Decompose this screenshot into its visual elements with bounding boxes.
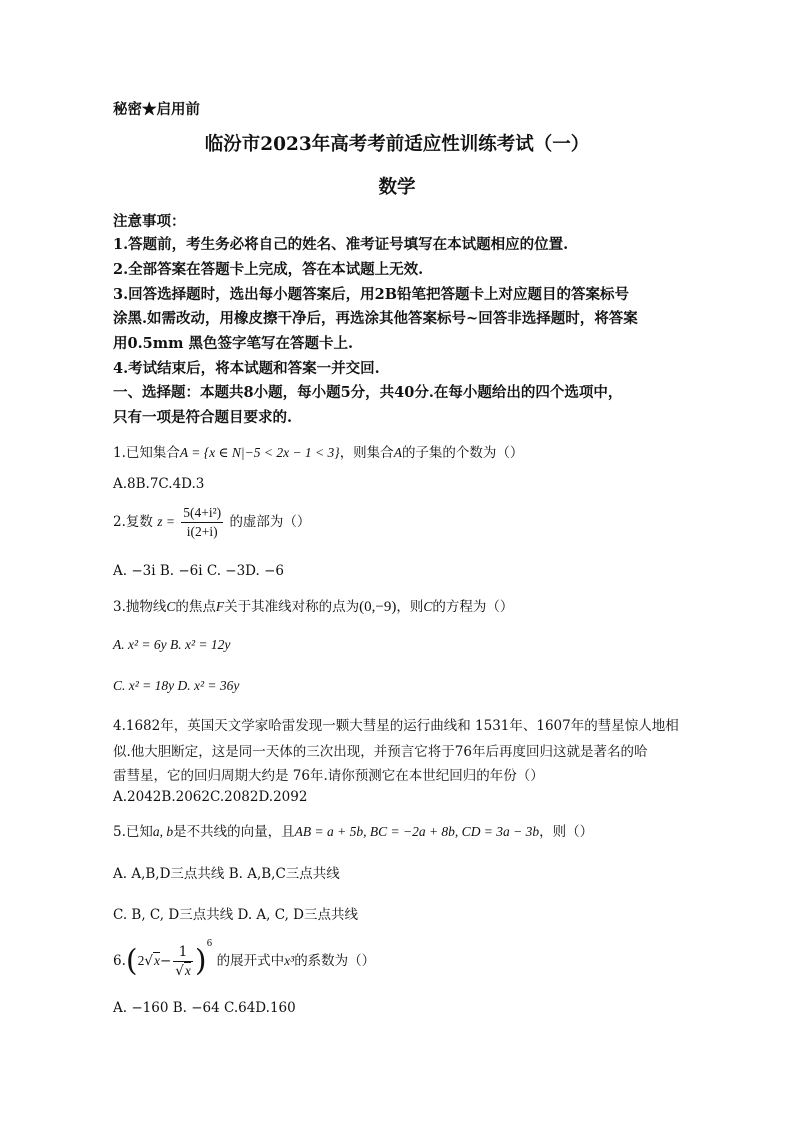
q6-post2: 的系数为（）	[294, 953, 376, 969]
q3-mid1: 的焦点	[175, 599, 216, 615]
q6-fraction	[173, 944, 193, 979]
q3-point: (0,−9)	[359, 599, 397, 615]
q3-c1: C	[166, 599, 176, 614]
q5-equations: AB = a + 5b, BC = −2a + 8b, CD = 3a − 3b	[294, 824, 540, 839]
q6-minus: −	[159, 953, 172, 969]
question-5-options-ab: A. A,B,D三点共线 B. A,B,C三点共线	[113, 866, 340, 882]
q5-pre: 5.已知	[113, 824, 153, 840]
q6-x1: x	[153, 953, 160, 968]
q2-post: 的虚部为（）	[229, 514, 311, 530]
q6-left-paren: (	[125, 943, 138, 979]
q3-mid3: ，则	[396, 599, 424, 615]
question-3-options-cd: C. x² = 18y D. x² = 36y	[113, 678, 240, 693]
q3-pre: 3.抛物线	[113, 599, 167, 615]
q5-post: ，则（）	[539, 824, 594, 840]
note-1: 1.答题前，考生务必将自己的姓名、准考证号填写在本试题相应的位置.	[113, 236, 569, 253]
secret-label: 秘密★启用前	[113, 101, 200, 118]
q3-mid2: 关于其准线对称的点为	[224, 599, 360, 615]
q3-c2: C	[423, 599, 433, 614]
q1-pre: 1.已知集合	[113, 445, 180, 461]
question-4-line-1: 4.1682年，英国天文学家哈雷发现一颗大彗星的运行曲线和 1531年、1607年的彗星惊人地相	[113, 718, 679, 734]
q6-x2: x	[184, 963, 191, 978]
q5-mid: 是不共线的向量，且	[173, 824, 295, 840]
q1-set-expr: A = {x ∈ N|−5 < 2x − 1 < 3}	[179, 445, 340, 460]
question-6-options: A. −160 B. −64 C.64D.160	[113, 1000, 296, 1016]
q2-pre: 2.复数	[113, 514, 153, 530]
exam-title: 临汾市2023年高考考前适应性训练考试（一）	[204, 134, 590, 155]
q1-var: A	[393, 445, 402, 460]
q6-sqrt-sign: √	[144, 953, 153, 969]
question-5	[113, 820, 593, 840]
q2-lhs: z =	[157, 514, 175, 529]
q1-post2: 的子集的个数为（）	[401, 445, 524, 461]
note-2: 2.全部答案在答题卡上完成，答在本试题上无效.	[113, 261, 424, 278]
question-1-options: A.8B.7C.4D.3	[113, 476, 205, 492]
question-4-line-3: 雷彗星，它的回归周期大约是 76年.请你预测它在本世纪回归的年份（）	[113, 768, 544, 784]
question-3-options-ab: A. x² = 6y B. x² = 12y	[113, 637, 231, 652]
note-3-line-1: 3.回答选择题时，选出每小题答案后，用2B铅笔把答题卡上对应题目的答案标号	[113, 286, 629, 303]
note-3-line-3: 用0.5mm 黑色签字笔写在答题卡上.	[113, 335, 354, 352]
question-2-options: A. −3i B. −6i C. −3D. −6	[113, 563, 285, 579]
section-heading-line-1: 一、选择题：本题共8小题，每小题5分，共40分.在每小题给出的四个选项中，	[113, 384, 623, 401]
question-3	[113, 595, 513, 616]
notes-heading: 注意事项：	[113, 213, 186, 230]
q2-fraction	[181, 505, 223, 540]
q6-right-paren: )	[194, 943, 207, 979]
q1-post: ，则集合	[339, 445, 394, 461]
subject-title: 数学	[378, 177, 416, 198]
note-3-line-2: 涂黑.如需改动，用橡皮擦干净后，再选涂其他答案标号~回答非选择题时，将答案	[113, 310, 638, 327]
q6-pre: 6.	[113, 953, 126, 969]
question-6	[113, 938, 376, 979]
q6-power: 6	[206, 938, 213, 949]
q6-term: x³	[284, 953, 295, 968]
q6-coefficient: 2	[137, 953, 145, 968]
q6-one: 1	[173, 944, 193, 962]
question-2	[113, 505, 310, 540]
q5-vectors: a, b	[152, 824, 174, 839]
question-4-options: A.2042B.2062C.2082D.2092	[113, 789, 308, 805]
q3-f: F	[215, 599, 225, 614]
q2-denominator: i(2+i)	[186, 524, 218, 539]
section-heading-line-2: 只有一项是符合题目要求的.	[113, 409, 293, 426]
question-4-line-2: 似.他大胆断定，这是同一天体的三次出现，并预言它将于76年后再度回归这就是著名的哈	[113, 744, 648, 760]
note-4: 4.考试结束后，将本试题和答案一并交回.	[113, 360, 380, 377]
q2-numerator: 5(4+i²)	[181, 505, 223, 523]
q6-post: 的展开式中	[216, 953, 285, 969]
q6-sqrt-sign-2: √	[175, 963, 184, 979]
q3-post: 的方程为（）	[432, 599, 514, 615]
question-1	[113, 441, 523, 461]
question-5-options-cd: C. B, C, D三点共线 D. A, C, D三点共线	[113, 907, 358, 923]
